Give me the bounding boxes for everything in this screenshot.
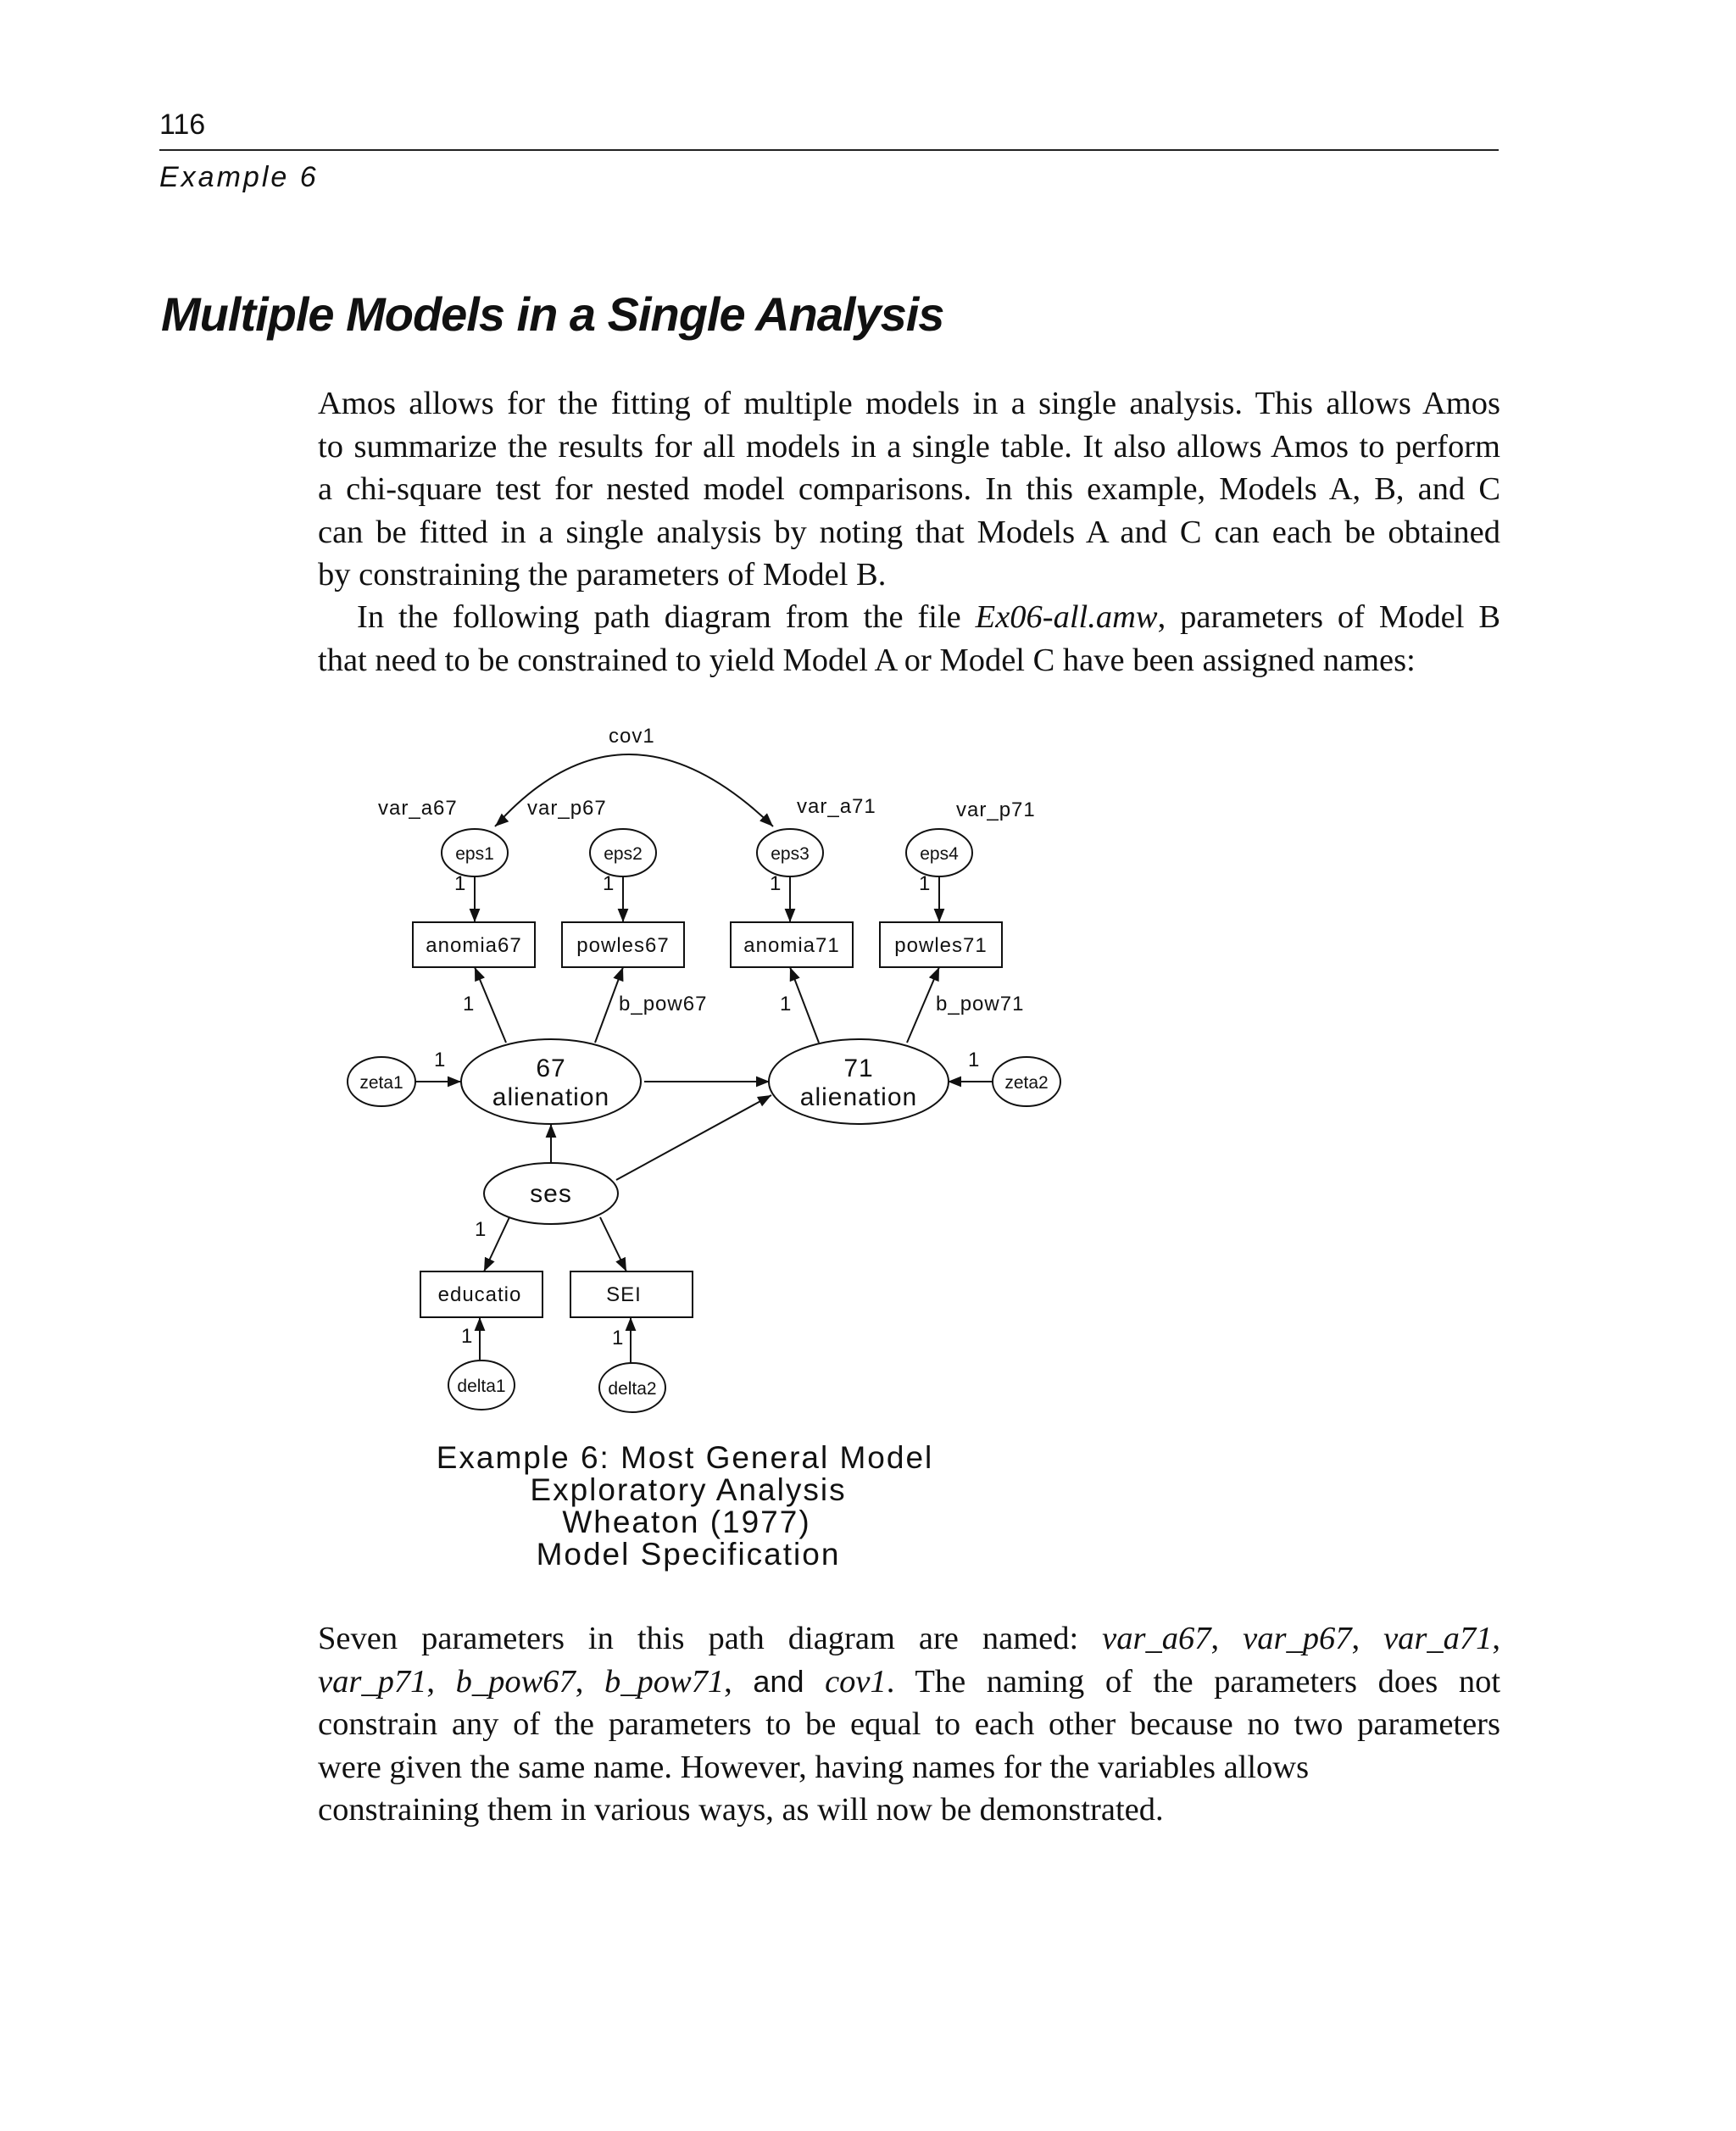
fixed-loading-zeta2: 1	[968, 1049, 981, 1071]
fixed-loading-eps3: 1	[770, 872, 782, 895]
text-line: to summarize the results for all models in a single table. It also allows Amos to perform	[318, 428, 1500, 465]
alienation71-number: 71	[843, 1054, 874, 1082]
fixed-loading-anomia67: 1	[463, 993, 476, 1015]
caption-line: Wheaton (1977)	[562, 1505, 811, 1539]
param-name: b_pow67	[455, 1663, 576, 1700]
alienation67-number: 67	[536, 1054, 566, 1082]
text-run: . The naming of the parameters does not	[886, 1663, 1501, 1700]
path-ses-educatio	[484, 1217, 509, 1271]
text-line: by constraining the parameters of Model B.	[318, 557, 887, 593]
var-label-p71: var_p71	[956, 798, 1036, 821]
path-ses-sei	[600, 1217, 626, 1271]
text-line: Amos allows for the fitting of multiple models in a single analysis. This allows Amos	[318, 386, 1500, 421]
powles71-label: powles71	[894, 934, 988, 957]
educatio-label: educatio	[437, 1283, 522, 1306]
text-run: In the following path diagram from the file	[357, 599, 976, 635]
powles67-label: powles67	[576, 934, 670, 957]
separator: ,	[1351, 1621, 1384, 1656]
fixed-loading-delta1: 1	[461, 1325, 474, 1348]
separator: ,	[1210, 1621, 1244, 1656]
text-line	[318, 1617, 1500, 1661]
path-ses-alien71	[616, 1095, 771, 1180]
fixed-loading-delta2: 1	[612, 1327, 625, 1349]
fixed-loading-eps1: 1	[454, 872, 467, 895]
alienation67-name: alienation	[492, 1083, 610, 1111]
caption-line: Example 6: Most General Model	[436, 1440, 934, 1475]
eps4-label: eps4	[920, 844, 959, 864]
var-label-a67: var_a67	[378, 797, 458, 820]
fixed-loading-educatio: 1	[475, 1218, 487, 1241]
section-title: Multiple Models in a Single Analysis	[161, 287, 944, 341]
param-name: var_a71	[1383, 1621, 1493, 1656]
loading-label-b-pow67: b_pow67	[619, 993, 708, 1015]
text-line	[318, 1661, 1500, 1704]
page-number: 116	[159, 108, 206, 141]
fixed-loading-eps4: 1	[919, 872, 932, 895]
path-alien67-anomia67	[475, 967, 506, 1043]
path-alien71-powles71	[907, 967, 939, 1043]
ses-label: ses	[530, 1180, 572, 1208]
text-line: a chi-square test for nested model comparisons. In this example, Models A, B, and C	[318, 471, 1500, 507]
separator: ,	[426, 1663, 456, 1700]
and-word: and	[753, 1663, 804, 1699]
file-name: Ex06-all.amw	[975, 599, 1158, 635]
param-name: var_p71	[318, 1663, 427, 1700]
fixed-loading-anomia71: 1	[780, 993, 793, 1015]
caption-line: Model Specification	[536, 1537, 841, 1572]
text-line: constraining them in various ways, as will now be demonstrated.	[318, 1792, 1164, 1828]
param-name: b_pow71	[604, 1663, 725, 1700]
var-label-p67: var_p67	[527, 797, 607, 820]
param-name: var_a67	[1102, 1621, 1211, 1656]
zeta1-label: zeta1	[359, 1073, 403, 1093]
text-run: Seven parameters in this path diagram are named:	[318, 1621, 1103, 1656]
text-line: can be fitted in a single analysis by noting that Models A and C can each be obtained	[318, 514, 1500, 550]
text-run: , parameters of Model B	[1157, 599, 1500, 635]
text-line: were given the same name. However, having names for the variables allows	[318, 1749, 1310, 1785]
var-label-a71: var_a71	[797, 795, 876, 818]
paragraph-named-parameters	[318, 1617, 1500, 1832]
sei-label: SEI	[606, 1283, 642, 1306]
delta2-label: delta2	[608, 1379, 657, 1399]
running-head: Example 6	[159, 161, 319, 193]
param-name: var_p67	[1243, 1621, 1352, 1656]
text-line: that need to be constrained to yield Model A or Model C have been assigned names:	[318, 642, 1416, 678]
zeta2-label: zeta2	[1004, 1073, 1049, 1093]
caption-line: Exploratory Analysis	[530, 1472, 847, 1507]
cov-label: cov1	[609, 725, 655, 748]
separator: ,	[575, 1663, 604, 1700]
alienation71-name: alienation	[799, 1083, 918, 1111]
eps2-label: eps2	[604, 844, 643, 864]
delta1-label: delta1	[457, 1377, 506, 1396]
anomia71-label: anomia71	[743, 934, 840, 957]
fixed-loading-eps2: 1	[603, 872, 615, 895]
eps1-label: eps1	[455, 844, 494, 864]
loading-label-b-pow71: b_pow71	[936, 993, 1025, 1015]
param-name: cov1	[825, 1663, 887, 1700]
text-line: constrain any of the parameters to be equal to each other because no two parameters	[318, 1706, 1500, 1742]
anomia67-label: anomia67	[426, 934, 522, 957]
separator: ,	[724, 1663, 754, 1700]
fixed-loading-zeta1: 1	[434, 1049, 447, 1071]
path-alien71-anomia71	[790, 967, 819, 1043]
trailing-comma: ,	[1492, 1621, 1501, 1656]
eps3-label: eps3	[771, 844, 810, 864]
